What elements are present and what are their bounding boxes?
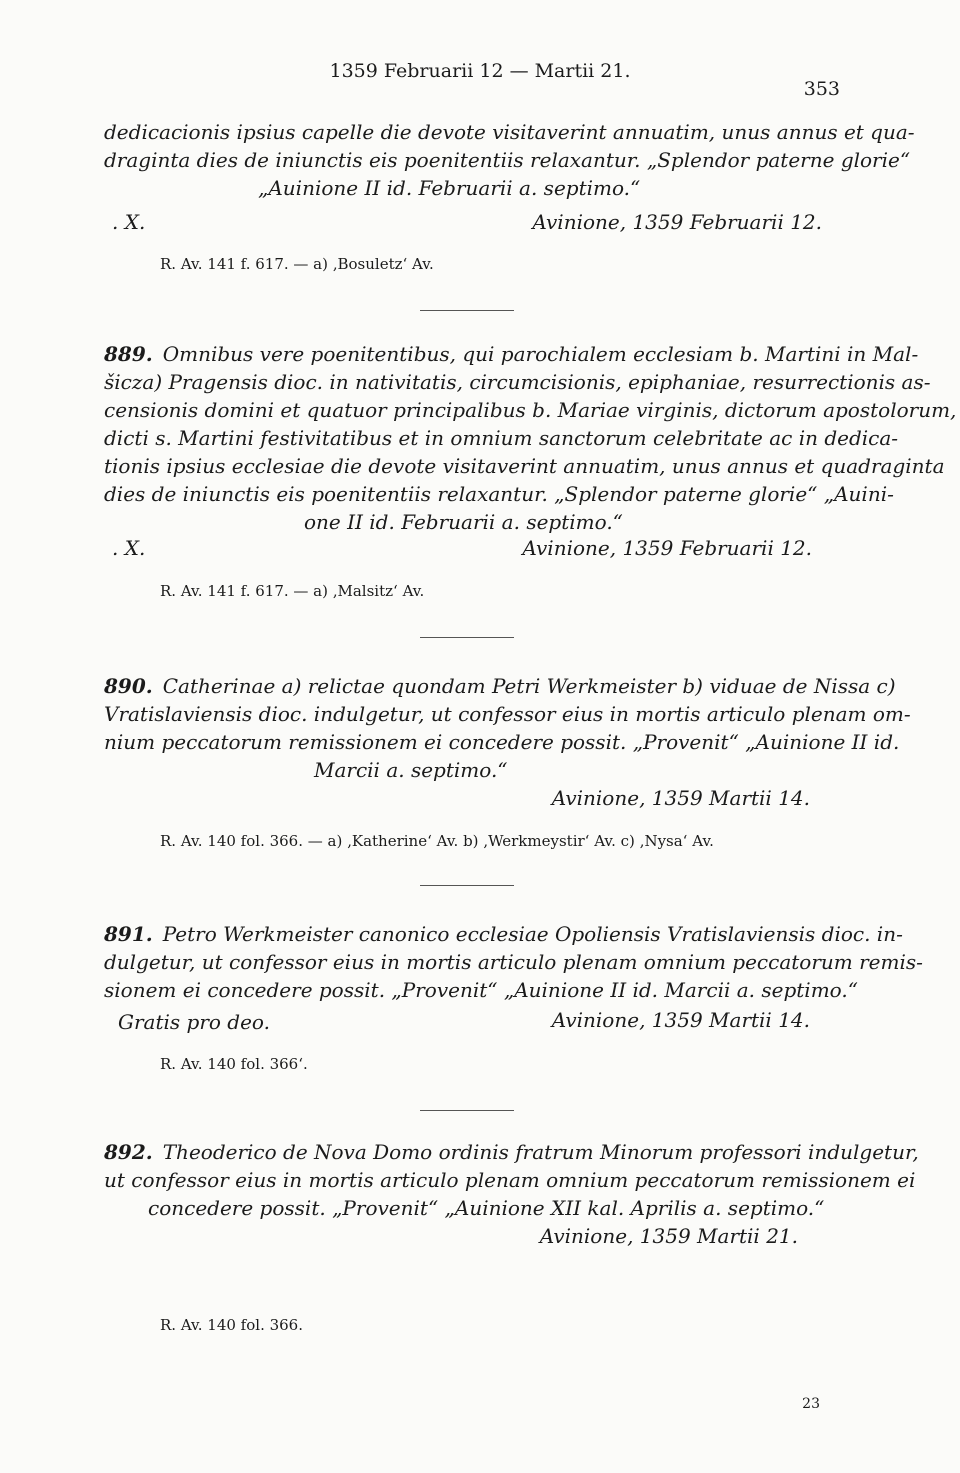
entry-891-closing [118, 1008, 840, 1038]
entry-892 [104, 1138, 919, 1222]
cross-mark: . X. [112, 536, 146, 560]
place-date: Avinione, 1359 Martii 14. [551, 786, 810, 810]
text-line: „Auinione II id. Februarii a. septimo.“ [258, 176, 641, 200]
text-line: sionem ei concedere possit. „Provenit“ „Auinione II id. Marcii a. septimo.“ [104, 978, 858, 1002]
text-line: dedicacionis ipsius capelle die devote visitaverint annuatim, unus annus et qua- [104, 120, 915, 144]
entry-890-closing [104, 786, 840, 816]
intro-closing [104, 210, 840, 240]
entry-number: 890. [104, 674, 153, 698]
text-line: Petro Werkmeister canonico ecclesiae Opoliensis Vratislaviensis dioc. in- [162, 922, 903, 946]
text-line: dies de iniunctis eis poenitentiis relaxantur. „Splendor paterne glorie“ „Auini- [104, 482, 894, 506]
text-line: concedere possit. „Provenit“ „Auinione XII kal. Aprilis a. septimo.“ [148, 1196, 825, 1220]
header-title: 1359 Februarii 12 — Martii 21. [329, 60, 631, 82]
signature-number: 23 [802, 1396, 820, 1412]
entry-number: 891. [104, 922, 153, 946]
entry-889-closing [104, 536, 840, 566]
text-line: Vratislaviensis dioc. indulgetur, ut confessor eius in mortis articulo plenam om- [104, 702, 911, 726]
entry-890 [104, 672, 911, 784]
entry-889 [104, 340, 957, 536]
text-line: šicza) Pragensis dioc. in nativitatis, circumcisionis, epiphaniae, resurrectionis as- [104, 370, 931, 394]
separator-rule [420, 1110, 514, 1111]
text-line: draginta dies de iniunctis eis poenitentiis relaxantur. „Splendor paterne glorie“ [104, 148, 911, 172]
entry-889-reference: R. Av. 141 f. 617. — a) ‚Malsitz‘ Av. [160, 582, 425, 600]
place-date: Avinione, 1359 Februarii 12. [532, 210, 822, 234]
intro-text [104, 118, 915, 202]
entry-892-closing [104, 1224, 840, 1254]
text-line: Marcii a. septimo.“ [314, 758, 508, 782]
entry-891 [104, 920, 923, 1004]
text-line: dicti s. Martini festivitatibus et in omnium sanctorum celebritate ac in dedica- [104, 426, 899, 450]
separator-rule [420, 885, 514, 886]
entry-892-reference: R. Av. 140 fol. 366. [160, 1316, 303, 1334]
separator-rule [420, 637, 514, 638]
cross-mark: . X. [112, 210, 146, 234]
entry-number: 889. [104, 342, 153, 366]
text-line: tionis ipsius ecclesiae die devote visitaverint annuatim, unus annus et quadraginta [104, 454, 945, 478]
text-line: Theoderico de Nova Domo ordinis fratrum Minorum professori indulgetur, [162, 1140, 919, 1164]
place-date: Avinione, 1359 Martii 21. [539, 1224, 798, 1248]
separator-rule [420, 310, 514, 311]
text-line: Omnibus vere poenitentibus, qui parochialem ecclesiam b. Martini in Mal- [162, 342, 919, 366]
entry-891-reference: R. Av. 140 fol. 366‘. [160, 1055, 308, 1073]
text-line: nium peccatorum remissionem ei concedere possit. „Provenit“ „Auinione II id. [104, 730, 900, 754]
text-line: dulgetur, ut confessor eius in mortis articulo plenam omnium peccatorum remis- [104, 950, 923, 974]
gratis-note: Gratis pro deo. [118, 1010, 270, 1034]
entry-number: 892. [104, 1140, 153, 1164]
intro-reference: R. Av. 141 f. 617. — a) ‚Bosuletz‘ Av. [160, 255, 434, 273]
place-date: Avinione, 1359 Martii 14. [551, 1008, 810, 1032]
running-header [0, 60, 960, 100]
text-line: Catherinae a) relictae quondam Petri Werkmeister b) viduae de Nissa c) [162, 674, 896, 698]
text-line: censionis domini et quatuor principalibus b. Mariae virginis, dictorum apostolorum, [104, 398, 957, 422]
entry-890-reference: R. Av. 140 fol. 366. — a) ‚Katherine‘ Av. b) ‚Werkmeystir‘ Av. c) ‚Nysa‘ Av. [160, 832, 714, 850]
page-number: 353 [803, 78, 840, 100]
text-line: ut confessor eius in mortis articulo plenam omnium peccatorum remissionem ei [104, 1168, 916, 1192]
place-date: Avinione, 1359 Februarii 12. [522, 536, 812, 560]
text-line: one II id. Februarii a. septimo.“ [304, 510, 623, 534]
